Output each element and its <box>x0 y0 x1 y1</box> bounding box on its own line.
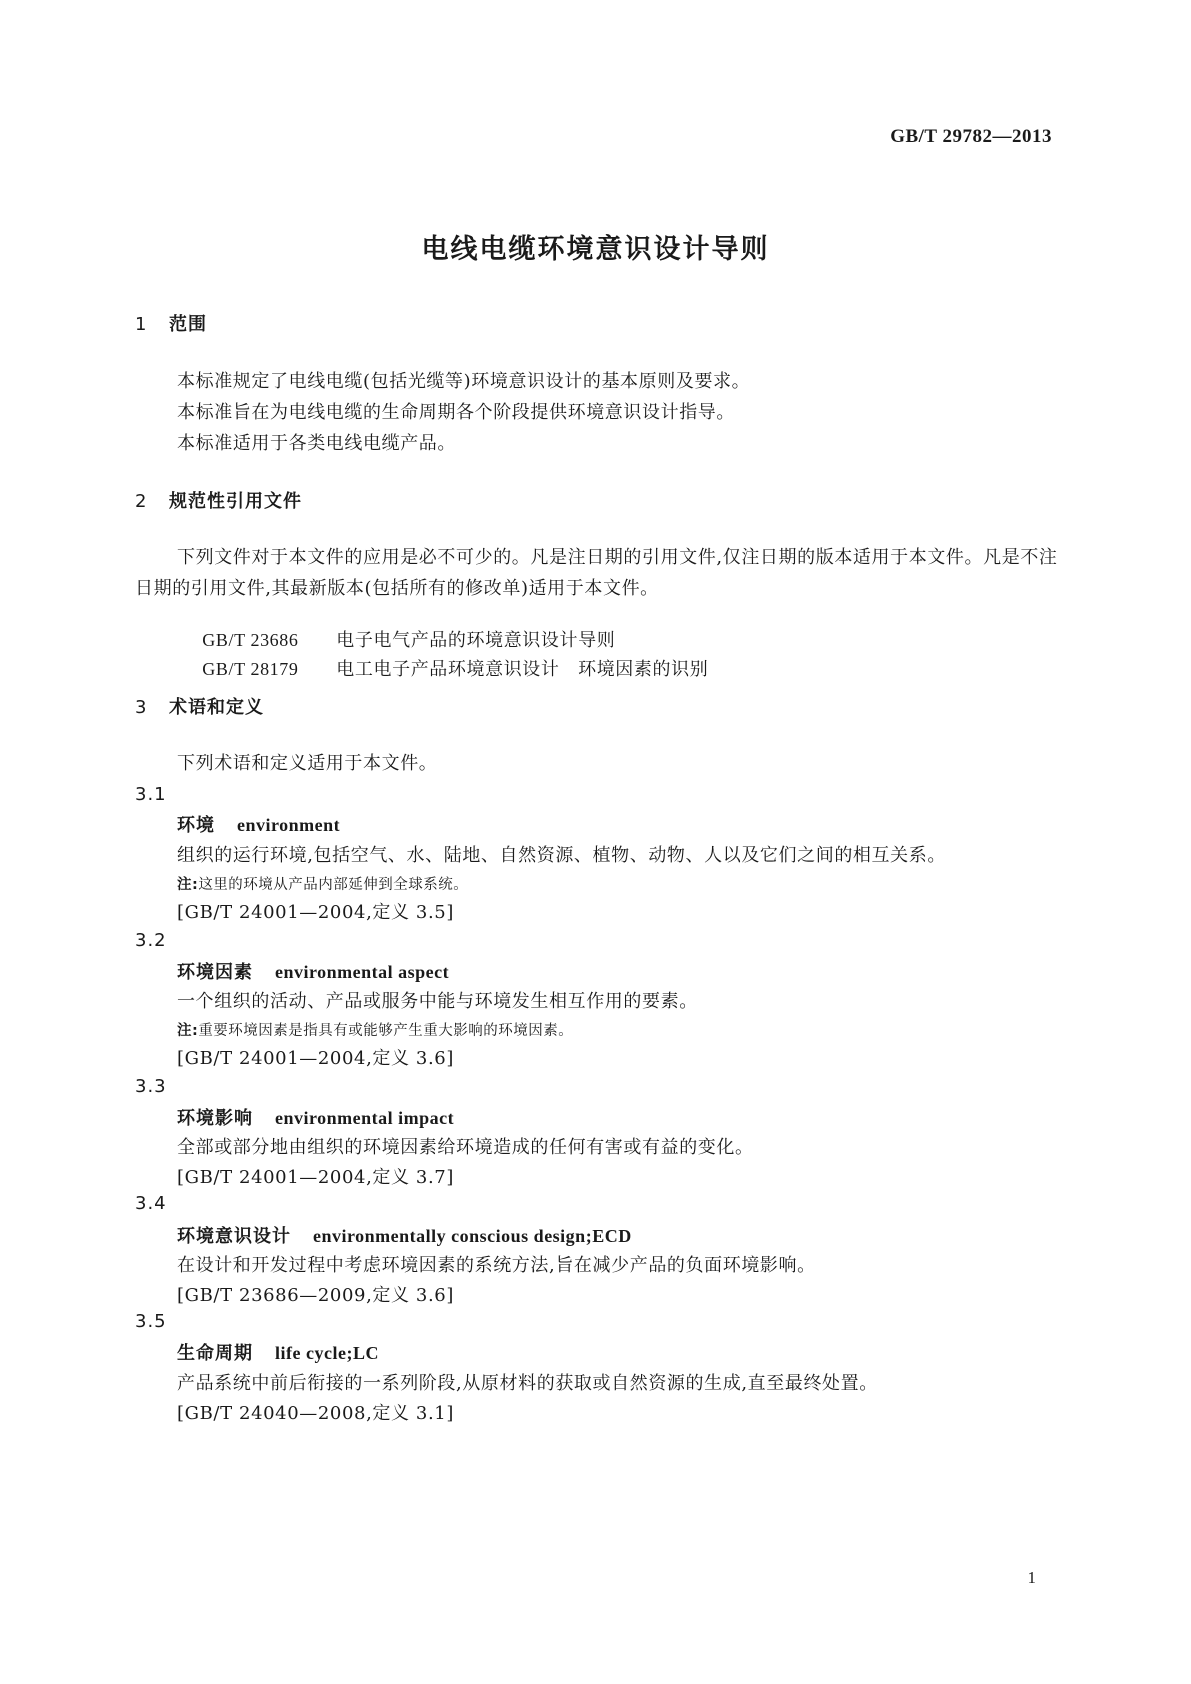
term-number: 3.4 <box>135 1193 167 1214</box>
standard-code: GB/T 29782—2013 <box>890 126 1052 147</box>
term-chinese: 环境 <box>177 815 215 836</box>
term-chinese: 环境影响 <box>177 1108 253 1129</box>
section-number: 1 <box>135 314 148 335</box>
scope-paragraph: 本标准规定了电线电缆(包括光缆等)环境意识设计的基本原则及要求。 <box>177 371 751 392</box>
note-text: 重要环境因素是指具有或能够产生重大影响的环境因素。 <box>198 1023 574 1039</box>
term-chinese: 环境意识设计 <box>177 1226 291 1247</box>
section-number: 2 <box>135 491 148 512</box>
term-number: 3.5 <box>135 1311 167 1332</box>
term-source: [GB/T 23686—2009,定义 3.6] <box>177 1285 454 1306</box>
note-label: 注: <box>177 877 199 893</box>
term-definition: 组织的运行环境,包括空气、水、陆地、自然资源、植物、动物、人以及它们之间的相互关系。 <box>177 845 946 866</box>
section-title: 术语和定义 <box>169 697 264 718</box>
section-title: 规范性引用文件 <box>169 491 302 512</box>
term-english: environmental aspect <box>275 962 450 982</box>
term-english: environment <box>237 815 341 835</box>
term-source: [GB/T 24040—2008,定义 3.1] <box>177 1403 454 1424</box>
term-english: life cycle;LC <box>275 1343 379 1363</box>
term-english: environmental impact <box>275 1108 455 1128</box>
term-heading <box>177 1222 632 1248</box>
document-title: 电线电缆环境意识设计导则 <box>421 234 770 265</box>
reference-title: 电工电子产品环境意识设计 环境因素的识别 <box>336 659 709 680</box>
term-number: 3.2 <box>135 930 167 951</box>
note-label: 注: <box>177 1023 199 1039</box>
term-chinese: 环境因素 <box>177 962 253 983</box>
reference-code: GB/T 23686 <box>202 630 299 650</box>
scope-paragraph: 本标准旨在为电线电缆的生命周期各个阶段提供环境意识设计指导。 <box>177 402 735 423</box>
term-definition: 产品系统中前后衔接的一系列阶段,从原材料的获取或自然资源的生成,直至最终处置。 <box>177 1373 878 1394</box>
section-1-heading <box>135 310 207 336</box>
normative-references-intro: 下列文件对于本文件的应用是必不可少的。凡是注日期的引用文件,仅注日期的版本适用于本文件。凡是不注日期的引用文件,其最新版本(包括所有的修改单)适用于本文件。 <box>135 547 1058 599</box>
term-heading <box>177 811 340 837</box>
term-note <box>177 1019 573 1040</box>
section-2-heading <box>135 487 302 513</box>
reference-code: GB/T 28179 <box>202 659 299 679</box>
term-note <box>177 873 468 894</box>
reference-item <box>177 634 708 702</box>
scope-paragraph: 本标准适用于各类电线电缆产品。 <box>177 433 456 454</box>
term-definition: 全部或部分地由组织的环境因素给环境造成的任何有害或有益的变化。 <box>177 1137 754 1158</box>
term-number: 3.1 <box>135 784 167 805</box>
term-heading <box>177 1104 454 1130</box>
term-source: [GB/T 24001—2004,定义 3.7] <box>177 1167 454 1188</box>
term-source: [GB/T 24001—2004,定义 3.5] <box>177 902 454 923</box>
term-heading <box>177 958 449 984</box>
term-number: 3.3 <box>135 1076 167 1097</box>
page-number: 1 <box>1027 1568 1036 1587</box>
term-definition: 在设计和开发过程中考虑环境因素的系统方法,旨在减少产品的负面环境影响。 <box>177 1255 816 1276</box>
section-title: 范围 <box>169 314 207 335</box>
reference-title: 电子电气产品的环境意识设计导则 <box>336 630 616 651</box>
term-definition: 一个组织的活动、产品或服务中能与环境发生相互作用的要素。 <box>177 991 698 1012</box>
term-english: environmentally conscious design;ECD <box>313 1226 632 1246</box>
section-3-heading <box>135 693 264 719</box>
section-number: 3 <box>135 697 148 718</box>
term-heading <box>177 1339 379 1365</box>
note-text: 这里的环境从产品内部延伸到全球系统。 <box>198 877 469 893</box>
term-chinese: 生命周期 <box>177 1343 253 1364</box>
term-source: [GB/T 24001—2004,定义 3.6] <box>177 1048 454 1069</box>
terms-intro: 下列术语和定义适用于本文件。 <box>177 753 438 774</box>
